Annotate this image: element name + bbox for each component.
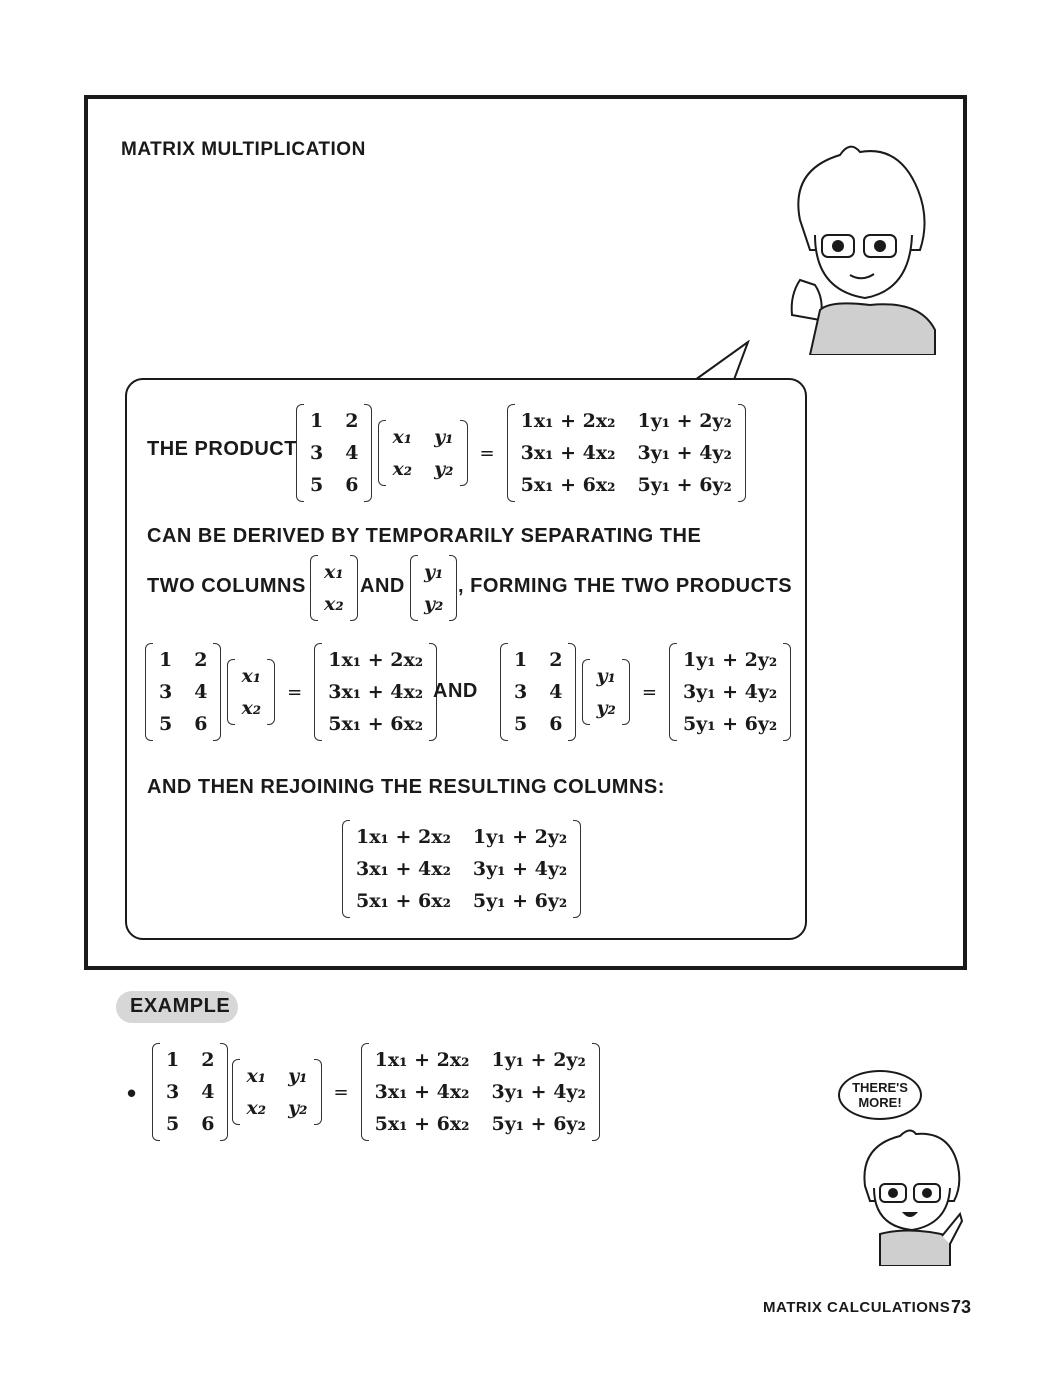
matrix-cell: 5y₁ + 6y₂ [637,474,732,496]
equals-sign: = [479,442,495,464]
matrix-cell: 5 [166,1113,180,1135]
example-equation [152,1043,600,1141]
matrix-cell: x₁ [392,426,413,448]
column-x [310,555,358,621]
matrix-cell: 1y₁ + 2y₂ [491,1049,586,1071]
matrix-cell: y₂ [288,1097,308,1119]
theres-more-bubble [838,1070,922,1120]
two-columns-label: TWO COLUMNS [147,575,306,597]
matrix-cell: 5y₁ + 6y₂ [682,713,778,735]
matrix-cell: y₁ [288,1065,308,1087]
speech-line-2: MORE! [858,1095,902,1110]
matrix-cell: 3 [514,681,528,703]
matrix-cell: 6 [194,713,208,735]
matrix-cell: 3 [166,1081,180,1103]
matrix-cell: 3y₁ + 4y₂ [491,1081,586,1103]
product-y-equation [500,643,791,741]
explanation-line-4: AND THEN REJOINING THE RESULTING COLUMNS: [147,776,665,798]
and-label-columns: AND [360,575,405,597]
matrix-cell: 2 [194,649,208,671]
equals-sign: = [333,1081,349,1103]
product-equation [296,404,746,502]
matrix-cell: x₁ [324,561,344,583]
matrix-cell: 3y₁ + 4y₂ [637,442,732,464]
matrix-cell: 5y₁ + 6y₂ [472,890,568,912]
forming-products-label: , FORMING THE TWO PRODUCTS [458,575,793,597]
matrix-cell: y₁ [424,561,444,583]
matrix-a [296,404,372,502]
matrix-cell: 5 [310,474,324,496]
matrix-cell: 1 [310,410,324,432]
and-label-products: AND [433,680,478,702]
matrix-cell: 3y₁ + 4y₂ [472,858,568,880]
matrix-cell: 1 [159,649,173,671]
matrix-cell: 1 [514,649,528,671]
matrix-cell: 3x₁ + 4x₂ [374,1081,470,1103]
matrix-cell: 1y₁ + 2y₂ [682,649,778,671]
matrix-cell: 1x₁ + 2x₂ [356,826,451,848]
matrix-cell: 4 [194,681,208,703]
matrix-cell: 2 [549,649,563,671]
matrix-cell: 5y₁ + 6y₂ [491,1113,586,1135]
matrix-cell: x₂ [392,458,413,480]
matrix-cell: 4 [201,1081,215,1103]
page-number: 73 [951,1297,972,1317]
matrix-cell: 3x₁ + 4x₂ [328,681,424,703]
matrix-cell: 3y₁ + 4y₂ [682,681,778,703]
matrix-cell: y₂ [434,458,454,480]
footer-label: MATRIX CALCULATIONS [763,1299,951,1316]
speech-line-1: THERE'S [852,1080,908,1095]
matrix-cell: 5x₁ + 6x₂ [520,474,616,496]
matrix-cell: 5x₁ + 6x₂ [374,1113,470,1135]
matrix-cell: y₁ [596,665,616,687]
matrix-cell: x₁ [241,665,262,687]
product-x-equation [145,643,437,741]
matrix-cell: x₂ [324,593,344,615]
matrix-cell: 5x₁ + 6x₂ [356,890,451,912]
matrix-cell: 1x₁ + 2x₂ [374,1049,470,1071]
equals-sign: = [641,681,657,703]
matrix-cell: 5x₁ + 6x₂ [328,713,424,735]
matrix-cell: 6 [201,1113,215,1135]
example-label: EXAMPLE [130,995,231,1017]
matrix-cell: 2 [201,1049,215,1071]
rejoined-result-matrix [342,820,581,918]
equals-sign: = [287,681,303,703]
the-product-label: THE PRODUCT [147,438,297,460]
matrix-cell: 3x₁ + 4x₂ [520,442,616,464]
matrix-cell: 3 [310,442,324,464]
matrix-cell: 3x₁ + 4x₂ [356,858,451,880]
matrix-result [507,404,746,502]
matrix-cell: 2 [345,410,359,432]
matrix-cell: 5 [514,713,528,735]
matrix-cell: 1x₁ + 2x₂ [328,649,424,671]
column-y [410,555,457,621]
matrix-cell: 6 [549,713,563,735]
explanation-line-2: CAN BE DERIVED BY TEMPORARILY SEPARATING THE [147,525,702,547]
matrix-cell: 5 [159,713,173,735]
matrix-cell: x₂ [241,697,262,719]
matrix-cell: 1x₁ + 2x₂ [520,410,616,432]
matrix-cell: y₂ [596,697,616,719]
matrix-cell: 1y₁ + 2y₂ [637,410,732,432]
matrix-cell: x₁ [246,1065,267,1087]
character-illustration-bottom [850,1126,965,1266]
matrix-cell: 3 [159,681,173,703]
matrix-cell: 6 [345,474,359,496]
matrix-cell: 4 [549,681,563,703]
bullet: • [127,1078,137,1108]
matrix-cell: y₂ [424,593,444,615]
matrix-cell: 1 [166,1049,180,1071]
matrix-cell: 4 [345,442,359,464]
section-title: MATRIX MULTIPLICATION [121,139,366,160]
matrix-b [378,420,467,486]
matrix-cell: 1y₁ + 2y₂ [472,826,568,848]
matrix-cell: y₁ [434,426,454,448]
character-illustration-top [770,140,940,355]
matrix-cell: x₂ [246,1097,267,1119]
